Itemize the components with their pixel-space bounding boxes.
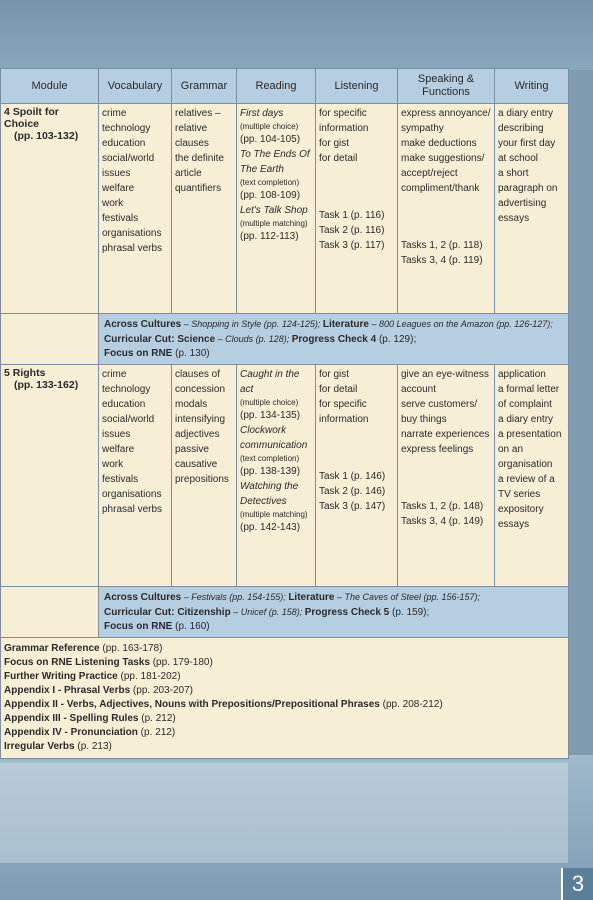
reading-title: Clockwork communication <box>240 425 308 451</box>
appendix-entry <box>4 656 565 670</box>
appendix-pages: (pp. 181-202) <box>117 671 181 682</box>
focus-rne-text: (p. 130) <box>172 348 210 359</box>
grammar-item: passive <box>175 444 209 455</box>
reading-title: To The Ends Of The Earth <box>240 149 310 175</box>
reading-title: First days <box>240 108 284 119</box>
speaking-function: express annoyance/ sympathy <box>401 108 491 134</box>
writing-item: application <box>498 369 546 380</box>
focus-rne-label: Focus on RNE <box>104 348 173 359</box>
reading-pages: (pp. 108-109) <box>240 190 301 201</box>
writing-cell <box>495 365 569 587</box>
listening-skill: for specific information <box>319 108 369 134</box>
cell-spacer <box>319 427 394 469</box>
literature-label: Literature <box>322 319 369 330</box>
col-header-listening: Listening <box>316 69 398 104</box>
reading-pages: (pp. 142-143) <box>240 522 301 533</box>
progress-check-label: Progress Check 5 <box>304 607 390 618</box>
across-cultures-text: – Festivals (pp. 154-155); <box>181 592 289 602</box>
literature-text: – 800 Leagues on the Amazon (pp. 126-127); <box>368 319 553 329</box>
speaking-function: make suggestions/ accept/reject compliment/thank <box>401 153 485 194</box>
listening-skill: for detail <box>319 153 358 164</box>
reading-title: Let's Talk Shop <box>240 205 308 216</box>
appendix-pages: (p. 212) <box>138 713 176 724</box>
speaking-function: narrate experiences <box>401 429 490 440</box>
module-row-5 <box>1 365 569 587</box>
vocabulary-item: phrasal verbs <box>102 243 163 254</box>
reading-task-type: (multiple choice) <box>240 398 299 407</box>
appendix-row <box>1 638 569 759</box>
page-number: 3 <box>561 868 593 900</box>
appendix-entry <box>4 684 565 698</box>
reading-pages: (pp. 138-139) <box>240 466 301 477</box>
header-row <box>1 69 569 104</box>
appendix-cell <box>1 638 569 759</box>
writing-item: a formal letter of complaint <box>498 384 560 410</box>
appendix-pages: (p. 213) <box>74 741 112 752</box>
faded-background-card <box>0 762 568 863</box>
grammar-item: clauses of concession <box>175 369 226 395</box>
vocabulary-item: festivals <box>102 474 139 485</box>
speaking-cell <box>398 365 495 587</box>
col-header-grammar: Grammar <box>172 69 237 104</box>
col-header-module: Module <box>1 69 99 104</box>
listening-task: Task 3 (p. 147) <box>319 501 386 512</box>
across-cultures-label: Across Cultures <box>104 592 182 603</box>
vocabulary-item: organisations <box>102 489 162 500</box>
appendix-pages: (pp. 208-212) <box>379 699 443 710</box>
speaking-task: Tasks 1, 2 (p. 148) <box>401 501 484 512</box>
grammar-item: prepositions <box>175 474 229 485</box>
appendix-title: Focus on RNE Listening Tasks <box>4 657 150 668</box>
appendix-title: Appendix I - Phrasal Verbs <box>4 685 131 696</box>
literature-text: – The Caves of Steel (pp. 156-157); <box>334 592 481 602</box>
grammar-cell <box>172 104 237 314</box>
vocabulary-item: crime <box>102 369 127 380</box>
vocabulary-item: social/world issues <box>102 153 155 179</box>
module-cell <box>1 365 99 587</box>
appendix-pages: (p. 212) <box>137 727 176 738</box>
writing-item: essays <box>498 213 530 224</box>
grammar-cell <box>172 365 237 587</box>
writing-item: a short paragraph on advertising <box>498 168 558 209</box>
cell-spacer <box>401 457 491 499</box>
listening-task: Task 1 (p. 146) <box>319 471 386 482</box>
appendix-entry <box>4 670 565 684</box>
speaking-function: serve customers/ buy things <box>401 399 478 425</box>
focus-rne-text: (p. 160) <box>172 621 210 632</box>
listening-skill: for gist <box>319 138 350 149</box>
progress-check-label: Progress Check 4 <box>291 334 377 345</box>
reading-task-type: (text completion) <box>240 178 300 187</box>
listening-skill: for specific information <box>319 399 369 425</box>
appendix-pages: (pp. 203-207) <box>130 685 193 696</box>
speaking-task: Tasks 1, 2 (p. 118) <box>401 240 483 251</box>
extras-row-4 <box>1 314 569 365</box>
curricular-cut-label: Curricular Cut: Science <box>104 334 216 345</box>
vocabulary-item: technology <box>102 123 151 134</box>
grammar-item: modals <box>175 399 208 410</box>
reading-task-type: (text completion) <box>240 454 300 463</box>
col-header-speaking: Speaking & Functions <box>398 69 495 104</box>
listening-task: Task 2 (p. 116) <box>319 225 385 236</box>
reading-task-type: (multiple matching) <box>240 219 308 228</box>
listening-skill: for detail <box>319 384 358 395</box>
speaking-task: Tasks 3, 4 (p. 119) <box>401 255 483 266</box>
progress-check-text: (p. 159); <box>389 607 430 618</box>
module-row-4 <box>1 104 569 314</box>
col-header-reading: Reading <box>237 69 316 104</box>
grammar-item: relatives – relative clauses <box>175 108 221 149</box>
reading-title: Caught in the act <box>240 369 300 395</box>
module-title: 4 Spoilt for Choice <box>4 106 59 130</box>
reading-pages: (pp. 112-113) <box>240 231 299 242</box>
grammar-item: the definite article <box>175 153 224 179</box>
appendix-title: Irregular Verbs <box>4 741 75 752</box>
reading-task-type: (multiple choice) <box>240 122 299 131</box>
page-top-band <box>0 0 593 70</box>
vocabulary-item: work <box>102 198 124 209</box>
vocabulary-cell <box>99 104 172 314</box>
reading-title: Watching the Detectives <box>240 481 299 507</box>
vocabulary-item: festivals <box>102 213 139 224</box>
focus-rne-label: Focus on RNE <box>104 621 173 632</box>
writing-item: a diary entry <box>498 414 554 425</box>
appendix-title: Grammar Reference <box>4 643 100 654</box>
cell-spacer <box>319 166 394 208</box>
speaking-cell <box>398 104 495 314</box>
reading-pages: (pp. 104-105) <box>240 134 301 145</box>
speaking-function: give an eye-witness account <box>401 369 489 395</box>
vocabulary-item: welfare <box>102 183 135 194</box>
appendix-entry <box>4 726 565 740</box>
writing-cell <box>495 104 569 314</box>
vocabulary-item: work <box>102 459 124 470</box>
across-cultures-text: – Shopping in Style (pp. 124-125); <box>181 319 323 329</box>
reading-cell <box>237 365 316 587</box>
module-cell <box>1 104 99 314</box>
col-header-writing: Writing <box>495 69 569 104</box>
reading-task-type: (multiple matching) <box>240 510 308 519</box>
writing-item: expository essays <box>498 504 544 530</box>
vocabulary-item: education <box>102 399 146 410</box>
vocabulary-item: organisations <box>102 228 162 239</box>
vocabulary-item: technology <box>102 384 151 395</box>
literature-label: Literature <box>288 592 335 603</box>
writing-item: a review of a TV series <box>498 474 555 500</box>
module-title: 5 Rights <box>4 367 46 379</box>
appendix-entry <box>4 740 565 754</box>
module-pages: (pp. 103-132) <box>14 130 79 142</box>
appendix-pages: (pp. 163-178) <box>99 643 163 654</box>
speaking-function: express feelings <box>401 444 474 455</box>
vocabulary-item: social/world issues <box>102 414 155 440</box>
across-cultures-label: Across Cultures <box>104 319 182 330</box>
col-header-vocabulary: Vocabulary <box>99 69 172 104</box>
appendix-entry <box>4 712 565 726</box>
appendix-title: Appendix III - Spelling Rules <box>4 713 139 724</box>
vocabulary-item: crime <box>102 108 127 119</box>
module-pages: (pp. 133-162) <box>14 379 79 391</box>
speaking-function: make deductions <box>401 138 477 149</box>
grammar-item: intensifying adjectives <box>175 414 226 440</box>
appendix-pages: (pp. 179-180) <box>149 657 213 668</box>
listening-task: Task 3 (p. 117) <box>319 240 385 251</box>
curricular-cut-text: – Clouds (p. 128); <box>215 334 292 344</box>
listening-task: Task 1 (p. 116) <box>319 210 385 221</box>
writing-item: a presentation on an organisation <box>498 429 562 470</box>
listening-task: Task 2 (p. 146) <box>319 486 386 497</box>
listening-cell <box>316 104 398 314</box>
vocabulary-cell <box>99 365 172 587</box>
speaking-task: Tasks 3, 4 (p. 149) <box>401 516 484 527</box>
vocabulary-item: welfare <box>102 444 135 455</box>
listening-cell <box>316 365 398 587</box>
grammar-item: quantifiers <box>175 183 222 194</box>
extras-cell <box>99 587 569 638</box>
appendix-entry <box>4 642 565 656</box>
curricular-cut-text: – Unicef (p. 158); <box>230 607 305 617</box>
listening-skill: for gist <box>319 369 350 380</box>
appendix-title: Further Writing Practice <box>4 671 118 682</box>
contents-table <box>0 68 569 759</box>
extras-row-5 <box>1 587 569 638</box>
appendix-entry <box>4 698 565 712</box>
curricular-cut-label: Curricular Cut: Citizenship <box>104 607 231 618</box>
appendix-title: Appendix IV - Pronunciation <box>4 727 138 738</box>
writing-item: a diary entry describing your first day at school <box>498 108 556 164</box>
reading-pages: (pp. 134-135) <box>240 410 301 421</box>
grammar-item: causative <box>175 459 218 470</box>
reading-cell <box>237 104 316 314</box>
appendix-title: Appendix II - Verbs, Adjectives, Nouns with Prepositions/Prepositional Phrases <box>4 699 380 710</box>
extras-cell <box>99 314 569 365</box>
cell-spacer <box>401 196 491 238</box>
vocabulary-item: phrasal verbs <box>102 504 163 515</box>
progress-check-text: (p. 129); <box>376 334 417 345</box>
vocabulary-item: education <box>102 138 146 149</box>
